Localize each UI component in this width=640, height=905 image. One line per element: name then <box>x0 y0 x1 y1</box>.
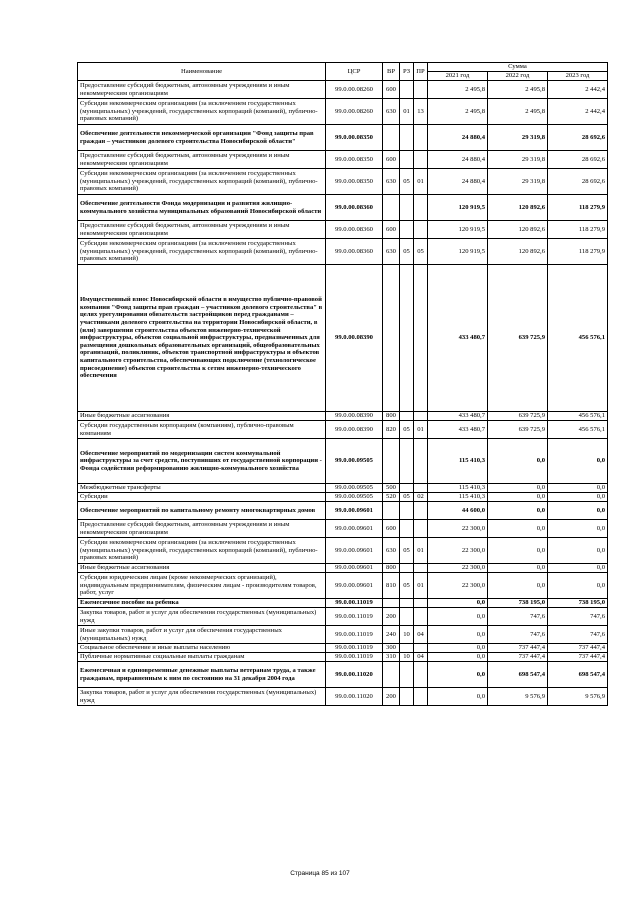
cell-2021: 120 919,5 <box>428 221 488 239</box>
cell-2021: 0,0 <box>428 608 488 626</box>
cell-csr: 99.0.00.08350 <box>326 125 383 151</box>
cell-rz <box>400 439 414 484</box>
cell-2023: 698 547,4 <box>548 662 608 688</box>
cell-2021: 0,0 <box>428 662 488 688</box>
cell-csr: 99.0.00.08350 <box>326 169 383 195</box>
cell-vr: 800 <box>383 564 400 573</box>
cell-rz <box>400 221 414 239</box>
cell-name: Субсидии некоммерческим организациям (за исключением государственных (муниципальных) учреждений, государственных корпораций (компаний), публично-правовых компаний) <box>78 538 326 564</box>
cell-vr: 500 <box>383 484 400 493</box>
cell-2022: 0,0 <box>488 502 548 520</box>
cell-vr <box>383 125 400 151</box>
cell-csr: 99.0.00.09505 <box>326 439 383 484</box>
cell-rz: 05 <box>400 538 414 564</box>
table-row <box>78 99 608 125</box>
cell-2022: 0,0 <box>488 564 548 573</box>
cell-name: Субсидии некоммерческим организациям (за исключением государственных (муниципальных) учреждений, государственных корпораций (компаний), публично-правовых компаний) <box>78 239 326 265</box>
table-row <box>78 412 608 421</box>
cell-2022: 0,0 <box>488 493 548 502</box>
cell-csr: 99.0.00.09601 <box>326 538 383 564</box>
cell-vr <box>383 662 400 688</box>
cell-name: Предоставление субсидий бюджетным, автономным учреждениям и иным некоммерческим организациям <box>78 520 326 538</box>
cell-vr <box>383 599 400 608</box>
cell-rz <box>400 662 414 688</box>
cell-name: Субсидии некоммерческим организациям (за исключением государственных (муниципальных) учреждений, государственных корпораций (компаний), публично-правовых компаний) <box>78 99 326 125</box>
table-row <box>78 169 608 195</box>
cell-rz <box>400 688 414 706</box>
cell-2023: 456 576,1 <box>548 412 608 421</box>
cell-name: Ежемесячная и единовременные денежные выплаты ветеранам труда, а также гражданам, приравненным к ним по состоянию на 31 декабря 2004 года <box>78 662 326 688</box>
table-row <box>78 125 608 151</box>
cell-rz: 01 <box>400 99 414 125</box>
cell-2022: 2 495,8 <box>488 99 548 125</box>
cell-2023: 0,0 <box>548 520 608 538</box>
cell-pr <box>414 644 428 653</box>
cell-rz <box>400 599 414 608</box>
cell-csr: 99.0.00.09601 <box>326 520 383 538</box>
cell-vr: 630 <box>383 538 400 564</box>
cell-vr <box>383 439 400 484</box>
cell-2023: 737 447,4 <box>548 653 608 662</box>
cell-pr: 01 <box>414 421 428 439</box>
cell-rz <box>400 195 414 221</box>
cell-csr: 99.0.00.08360 <box>326 221 383 239</box>
cell-2022: 120 892,6 <box>488 195 548 221</box>
cell-name: Предоставление субсидий бюджетным, автономным учреждениям и иным некоммерческим организациям <box>78 221 326 239</box>
cell-rz <box>400 125 414 151</box>
cell-rz <box>400 265 414 412</box>
cell-vr: 240 <box>383 626 400 644</box>
cell-name: Иные бюджетные ассигнования <box>78 564 326 573</box>
table-row <box>78 81 608 99</box>
cell-2022: 639 725,9 <box>488 421 548 439</box>
cell-rz <box>400 564 414 573</box>
cell-2021: 24 880,4 <box>428 169 488 195</box>
cell-2022: 737 447,4 <box>488 653 548 662</box>
cell-vr <box>383 265 400 412</box>
table-row <box>78 626 608 644</box>
cell-name: Иные бюджетные ассигнования <box>78 412 326 421</box>
cell-pr: 04 <box>414 626 428 644</box>
cell-csr: 99.0.00.09601 <box>326 502 383 520</box>
cell-2023: 0,0 <box>548 538 608 564</box>
cell-2021: 120 919,5 <box>428 239 488 265</box>
cell-2021: 0,0 <box>428 626 488 644</box>
cell-csr: 99.0.00.11019 <box>326 644 383 653</box>
table-row <box>78 608 608 626</box>
table-row <box>78 239 608 265</box>
header-vr: ВР <box>383 63 400 81</box>
cell-2022: 29 319,8 <box>488 151 548 169</box>
cell-pr <box>414 484 428 493</box>
cell-2023: 0,0 <box>548 502 608 520</box>
cell-name: Обеспечение деятельности Фонда модернизации и развития жилищно-коммунального хозяйства муниципальных образований Новосибирской области <box>78 195 326 221</box>
cell-2023: 0,0 <box>548 439 608 484</box>
cell-csr: 99.0.00.09601 <box>326 564 383 573</box>
cell-2023: 0,0 <box>548 493 608 502</box>
cell-rz <box>400 608 414 626</box>
cell-pr <box>414 599 428 608</box>
cell-pr: 01 <box>414 538 428 564</box>
cell-rz: 10 <box>400 626 414 644</box>
cell-vr: 600 <box>383 221 400 239</box>
cell-2023: 456 576,1 <box>548 265 608 412</box>
cell-2022: 698 547,4 <box>488 662 548 688</box>
cell-rz: 05 <box>400 573 414 599</box>
cell-2022: 639 725,9 <box>488 265 548 412</box>
cell-2022: 737 447,4 <box>488 644 548 653</box>
cell-2022: 0,0 <box>488 538 548 564</box>
budget-table-page <box>77 62 607 706</box>
cell-2023: 0,0 <box>548 564 608 573</box>
cell-2021: 24 880,4 <box>428 125 488 151</box>
cell-rz: 05 <box>400 169 414 195</box>
cell-name: Имущественный взнос Новосибирской области в имущество публично-правовой компании "Фонд защиты прав граждан – участников долевого строительства" в целях урегулирования обязательств застройщиков перед гражданами – участниками долевого строительства на территории Новосибирской области, в (или) завершения строительства объектов инженерно-технической инфраструктуры, объектов социальной инфраструктуры, предназначенных для размещения дошкольных образовательных организаций, общеобразовательных организаций, поликлиник, объектов транспортной инфраструктуры и объектов капитального строительства, обеспечивающих подключение (технологическое присоединение) объектов строительства к сетям инженерно-технического обеспечения <box>78 265 326 412</box>
table-row <box>78 421 608 439</box>
cell-csr: 99.0.00.08350 <box>326 151 383 169</box>
table-row <box>78 195 608 221</box>
cell-name: Публичные нормативные социальные выплаты гражданам <box>78 653 326 662</box>
cell-rz <box>400 81 414 99</box>
cell-2023: 9 576,9 <box>548 688 608 706</box>
table-row <box>78 502 608 520</box>
cell-vr <box>383 502 400 520</box>
cell-2023: 747,6 <box>548 626 608 644</box>
cell-2021: 2 495,8 <box>428 81 488 99</box>
cell-2022: 9 576,9 <box>488 688 548 706</box>
cell-csr: 99.0.00.11020 <box>326 688 383 706</box>
table-row <box>78 564 608 573</box>
cell-2022: 29 319,8 <box>488 125 548 151</box>
cell-2023: 118 279,9 <box>548 239 608 265</box>
cell-2021: 115 410,3 <box>428 493 488 502</box>
header-2022: 2022 год <box>488 72 548 81</box>
cell-2023: 118 279,9 <box>548 195 608 221</box>
table-row <box>78 439 608 484</box>
cell-vr: 810 <box>383 573 400 599</box>
table-row <box>78 662 608 688</box>
cell-2022: 738 195,0 <box>488 599 548 608</box>
cell-2022: 120 892,6 <box>488 239 548 265</box>
cell-2021: 0,0 <box>428 653 488 662</box>
cell-rz <box>400 484 414 493</box>
cell-pr: 01 <box>414 169 428 195</box>
cell-name: Предоставление субсидий бюджетным, автономным учреждениям и иным некоммерческим организациям <box>78 81 326 99</box>
cell-2021: 2 495,8 <box>428 99 488 125</box>
cell-2022: 0,0 <box>488 520 548 538</box>
cell-csr: 99.0.00.11020 <box>326 662 383 688</box>
table-row <box>78 265 608 412</box>
cell-name: Субсидии <box>78 493 326 502</box>
cell-2021: 433 480,7 <box>428 421 488 439</box>
cell-pr <box>414 412 428 421</box>
cell-vr: 200 <box>383 608 400 626</box>
cell-csr: 99.0.00.09505 <box>326 484 383 493</box>
cell-pr <box>414 520 428 538</box>
cell-2021: 22 300,0 <box>428 564 488 573</box>
cell-2022: 0,0 <box>488 573 548 599</box>
cell-pr <box>414 608 428 626</box>
cell-2023: 747,6 <box>548 608 608 626</box>
cell-csr: 99.0.00.08260 <box>326 99 383 125</box>
table-row <box>78 599 608 608</box>
cell-2023: 738 195,0 <box>548 599 608 608</box>
cell-name: Социальное обеспечение и иные выплаты населению <box>78 644 326 653</box>
header-rz: РЗ <box>400 63 414 81</box>
cell-name: Обеспечение деятельности некоммерческой организации "Фонд защиты прав граждан – участников долевого строительства Новосибирской области" <box>78 125 326 151</box>
cell-pr: 05 <box>414 239 428 265</box>
cell-2023: 0,0 <box>548 484 608 493</box>
cell-pr: 02 <box>414 493 428 502</box>
cell-csr: 99.0.00.08260 <box>326 81 383 99</box>
cell-2021: 120 919,5 <box>428 195 488 221</box>
cell-name: Субсидии юридическим лицам (кроме некоммерческих организаций), индивидуальным предпринимателям, физическим лицам - производителям товаров, работ, услуг <box>78 573 326 599</box>
page-number: Страница 85 из 107 <box>290 870 350 877</box>
cell-rz <box>400 644 414 653</box>
cell-name: Межбюджетные трансферты <box>78 484 326 493</box>
cell-rz <box>400 502 414 520</box>
cell-2022: 0,0 <box>488 439 548 484</box>
cell-pr: 01 <box>414 573 428 599</box>
cell-pr <box>414 564 428 573</box>
cell-csr: 99.0.00.09601 <box>326 573 383 599</box>
cell-pr <box>414 81 428 99</box>
cell-csr: 99.0.00.11019 <box>326 653 383 662</box>
cell-pr <box>414 195 428 221</box>
cell-pr: 04 <box>414 653 428 662</box>
cell-name: Иные закупки товаров, работ и услуг для обеспечения государственных (муниципальных) нужд <box>78 626 326 644</box>
table-row <box>78 484 608 493</box>
cell-pr <box>414 125 428 151</box>
cell-2022: 747,6 <box>488 626 548 644</box>
cell-vr: 630 <box>383 99 400 125</box>
cell-vr: 200 <box>383 688 400 706</box>
cell-name: Субсидии некоммерческим организациям (за исключением государственных (муниципальных) учреждений, государственных корпораций (компаний), публично-правовых компаний) <box>78 169 326 195</box>
cell-2021: 24 880,4 <box>428 151 488 169</box>
cell-name: Закупка товаров, работ и услуг для обеспечения государственных (муниципальных) нужд <box>78 688 326 706</box>
cell-csr: 99.0.00.08390 <box>326 412 383 421</box>
table-row <box>78 520 608 538</box>
cell-2021: 433 480,7 <box>428 265 488 412</box>
cell-csr: 99.0.00.11019 <box>326 599 383 608</box>
cell-pr <box>414 502 428 520</box>
cell-vr: 600 <box>383 81 400 99</box>
cell-vr: 520 <box>383 493 400 502</box>
budget-table <box>77 62 608 706</box>
cell-csr: 99.0.00.11019 <box>326 626 383 644</box>
table-row <box>78 688 608 706</box>
cell-vr: 800 <box>383 412 400 421</box>
cell-name: Ежемесячное пособие на ребенка <box>78 599 326 608</box>
header-sum: Сумма <box>428 63 608 72</box>
cell-2023: 28 692,6 <box>548 169 608 195</box>
cell-2021: 115 410,3 <box>428 484 488 493</box>
cell-csr: 99.0.00.11019 <box>326 608 383 626</box>
header-pr: ПР <box>414 63 428 81</box>
cell-rz: 05 <box>400 493 414 502</box>
cell-csr: 99.0.00.08390 <box>326 265 383 412</box>
header-name: Наименование <box>78 63 326 81</box>
cell-vr: 600 <box>383 151 400 169</box>
cell-rz: 05 <box>400 239 414 265</box>
cell-2022: 29 319,8 <box>488 169 548 195</box>
cell-2021: 0,0 <box>428 644 488 653</box>
cell-2023: 456 576,1 <box>548 421 608 439</box>
table-row <box>78 644 608 653</box>
cell-name: Закупка товаров, работ и услуг для обеспечения государственных (муниципальных) нужд <box>78 608 326 626</box>
cell-rz <box>400 520 414 538</box>
cell-pr <box>414 439 428 484</box>
cell-rz <box>400 412 414 421</box>
cell-pr <box>414 688 428 706</box>
table-row <box>78 493 608 502</box>
cell-csr: 99.0.00.09505 <box>326 493 383 502</box>
cell-rz: 05 <box>400 421 414 439</box>
cell-pr <box>414 221 428 239</box>
table-row <box>78 573 608 599</box>
cell-pr: 13 <box>414 99 428 125</box>
cell-vr: 310 <box>383 653 400 662</box>
cell-2021: 22 300,0 <box>428 520 488 538</box>
cell-2021: 115 410,3 <box>428 439 488 484</box>
cell-pr <box>414 662 428 688</box>
cell-vr: 630 <box>383 239 400 265</box>
table-body <box>78 81 608 706</box>
cell-csr: 99.0.00.08360 <box>326 239 383 265</box>
table-row <box>78 538 608 564</box>
cell-2022: 2 495,8 <box>488 81 548 99</box>
cell-name: Обеспечение мероприятий по модернизации систем коммунальной инфраструктуры за счет средств, поступивших от государственной корпорации - Фонда содействия реформированию жилищно-коммунального хозяйства <box>78 439 326 484</box>
cell-name: Обеспечение мероприятий по капитальному ремонту многоквартирных домов <box>78 502 326 520</box>
cell-2023: 2 442,4 <box>548 81 608 99</box>
cell-pr <box>414 151 428 169</box>
cell-vr: 300 <box>383 644 400 653</box>
cell-2022: 0,0 <box>488 484 548 493</box>
cell-2023: 118 279,9 <box>548 221 608 239</box>
header-csr: ЦСР <box>326 63 383 81</box>
cell-2023: 28 692,6 <box>548 151 608 169</box>
cell-2021: 22 300,0 <box>428 538 488 564</box>
table-row <box>78 151 608 169</box>
cell-csr: 99.0.00.08390 <box>326 421 383 439</box>
cell-2021: 44 600,0 <box>428 502 488 520</box>
cell-vr <box>383 195 400 221</box>
cell-2022: 639 725,9 <box>488 412 548 421</box>
cell-csr: 99.0.00.08360 <box>326 195 383 221</box>
cell-2023: 2 442,4 <box>548 99 608 125</box>
cell-vr: 820 <box>383 421 400 439</box>
cell-2021: 433 480,7 <box>428 412 488 421</box>
cell-vr: 630 <box>383 169 400 195</box>
header-2021: 2021 год <box>428 72 488 81</box>
cell-name: Предоставление субсидий бюджетным, автономным учреждениям и иным некоммерческим организациям <box>78 151 326 169</box>
header-2023: 2023 год <box>548 72 608 81</box>
cell-2023: 0,0 <box>548 573 608 599</box>
cell-2021: 0,0 <box>428 688 488 706</box>
cell-rz <box>400 151 414 169</box>
cell-2023: 737 447,4 <box>548 644 608 653</box>
cell-vr: 600 <box>383 520 400 538</box>
cell-2023: 28 692,6 <box>548 125 608 151</box>
table-row <box>78 221 608 239</box>
cell-rz: 10 <box>400 653 414 662</box>
cell-2021: 0,0 <box>428 599 488 608</box>
cell-2021: 22 300,0 <box>428 573 488 599</box>
cell-pr <box>414 265 428 412</box>
cell-2022: 747,6 <box>488 608 548 626</box>
cell-2022: 120 892,6 <box>488 221 548 239</box>
table-row <box>78 653 608 662</box>
cell-name: Субсидии государственным корпорациям (компаниям), публично-правовым компаниям <box>78 421 326 439</box>
